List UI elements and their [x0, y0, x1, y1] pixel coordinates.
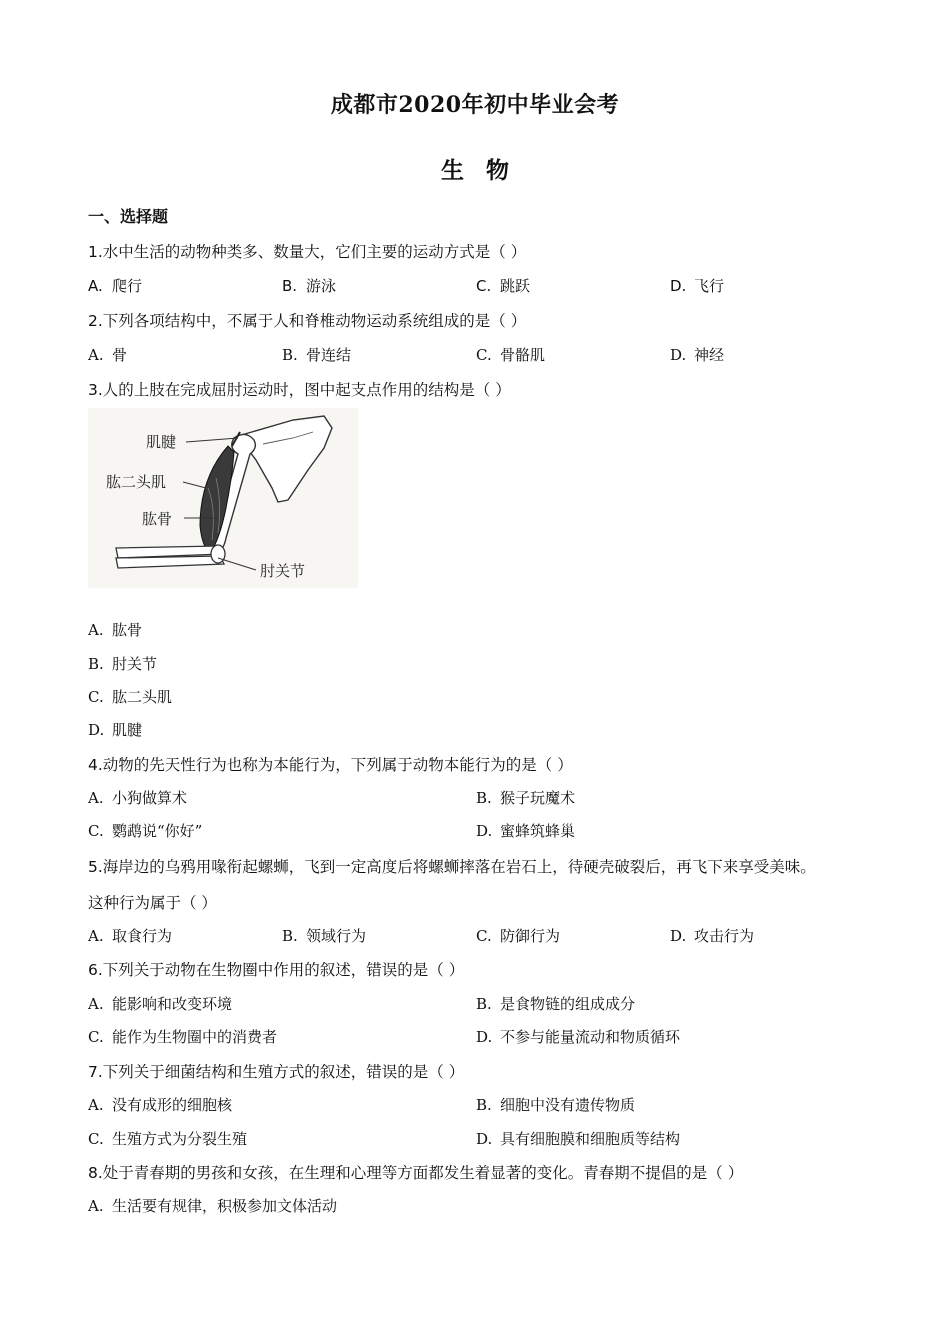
- question-stem: 处于青春期的男孩和女孩，在生理和心理等方面都发生着显著的变化。青春期不提倡的是（ ）: [102, 1164, 744, 1182]
- question-4: [88, 753, 573, 775]
- q8-option-a: A. 生活要有规律，积极参加文体活动: [88, 1197, 338, 1215]
- q6-option-b: B. 是食物链的组成成分: [476, 995, 636, 1013]
- question-stem: 动物的先天性行为也称为本能行为，下列属于动物本能行为的是（ ）: [102, 756, 573, 774]
- q5-option-a: A. 取食行为: [88, 927, 173, 945]
- subject-title: 生物: [441, 157, 531, 184]
- question-6: [88, 958, 464, 980]
- q3-option-c: C. 肱二头肌: [88, 688, 173, 706]
- question-number: 3.: [88, 381, 103, 399]
- question-number: 4.: [88, 756, 103, 774]
- q7-option-a: A. 没有成形的细胞核: [88, 1096, 233, 1114]
- q6-option-d: D. 不参与能量流动和物质循环: [476, 1028, 681, 1046]
- elbow-joint-shape: [211, 545, 225, 563]
- q3-option-a: A. 肱骨: [88, 621, 143, 639]
- question-number: 1.: [88, 243, 103, 261]
- question-number: 2.: [88, 312, 103, 330]
- question-8: [88, 1161, 743, 1183]
- label-humerus: 肱骨: [142, 510, 173, 528]
- question-stem: 人的上肢在完成屈肘运动时，图中起支点作用的结构是（ ）: [102, 381, 511, 399]
- question-stem: 下列关于动物在生物圈中作用的叙述，错误的是（ ）: [102, 961, 465, 979]
- question-number: 5.: [88, 858, 103, 876]
- q7-option-b: B. 细胞中没有遗传物质: [476, 1096, 636, 1114]
- q4-option-b: B. 猴子玩魔术: [476, 789, 576, 807]
- question-stem: 下列各项结构中，不属于人和脊椎动物运动系统组成的是（ ）: [102, 312, 527, 330]
- label-biceps: 肱二头肌: [106, 473, 167, 491]
- q5-option-d: D. 攻击行为: [670, 927, 755, 945]
- q1-option-c: C. 跳跃: [476, 277, 531, 295]
- q1-option-a: A. 爬行: [88, 277, 143, 295]
- q4-option-a: A. 小狗做算术: [88, 789, 188, 807]
- q2-option-a: A. 骨: [88, 346, 128, 364]
- label-elbow: 肘关节: [260, 562, 306, 580]
- question-5-continued: 这种行为属于（ ）: [88, 894, 217, 912]
- q6-option-a: A. 能影响和改变环境: [88, 995, 233, 1013]
- section-heading: 一、选择题: [88, 207, 169, 226]
- q1-option-d: D. 飞行: [670, 277, 725, 295]
- question-number: 8.: [88, 1164, 103, 1182]
- q5-option-c: C. 防御行为: [476, 927, 561, 945]
- question-1: [88, 240, 526, 262]
- question-5: [88, 855, 816, 877]
- q7-option-c: C. 生殖方式为分裂生殖: [88, 1130, 248, 1148]
- question-number: 7.: [88, 1063, 103, 1081]
- question-3: [88, 378, 511, 400]
- q5-option-b: B. 领域行为: [282, 927, 367, 945]
- page-title: 成都市2020年初中毕业会考: [330, 92, 620, 118]
- q7-option-d: D. 具有细胞膜和细胞质等结构: [476, 1130, 681, 1148]
- q2-option-b: B. 骨连结: [282, 346, 352, 364]
- question-7: [88, 1060, 464, 1082]
- q3-option-b: B. 肘关节: [88, 655, 158, 673]
- question-number: 6.: [88, 961, 103, 979]
- q6-option-c: C. 能作为生物圈中的消费者: [88, 1028, 278, 1046]
- question-stem: 水中生活的动物种类多、数量大，它们主要的运动方式是（ ）: [102, 243, 527, 261]
- q3-option-d: D. 肌腱: [88, 721, 143, 739]
- question-stem: 下列关于细菌结构和生殖方式的叙述，错误的是（ ）: [102, 1063, 465, 1081]
- q2-option-d: D. 神经: [670, 346, 725, 364]
- q4-option-d: D. 蜜蜂筑蜂巢: [476, 822, 576, 840]
- question-2: [88, 309, 526, 331]
- question-stem: 海岸边的乌鸦用喙衔起螺蛳，飞到一定高度后将螺蛳摔落在岩石上，待硬壳破裂后，再飞下来享受美味。: [102, 858, 816, 876]
- q1-option-b: B. 游泳: [282, 277, 337, 295]
- q4-option-c: C. 鹦鹉说“你好”: [88, 822, 203, 840]
- q2-option-c: C. 骨骼肌: [476, 346, 546, 364]
- label-tendon: 肌腱: [146, 433, 177, 451]
- arm-diagram: [88, 408, 358, 588]
